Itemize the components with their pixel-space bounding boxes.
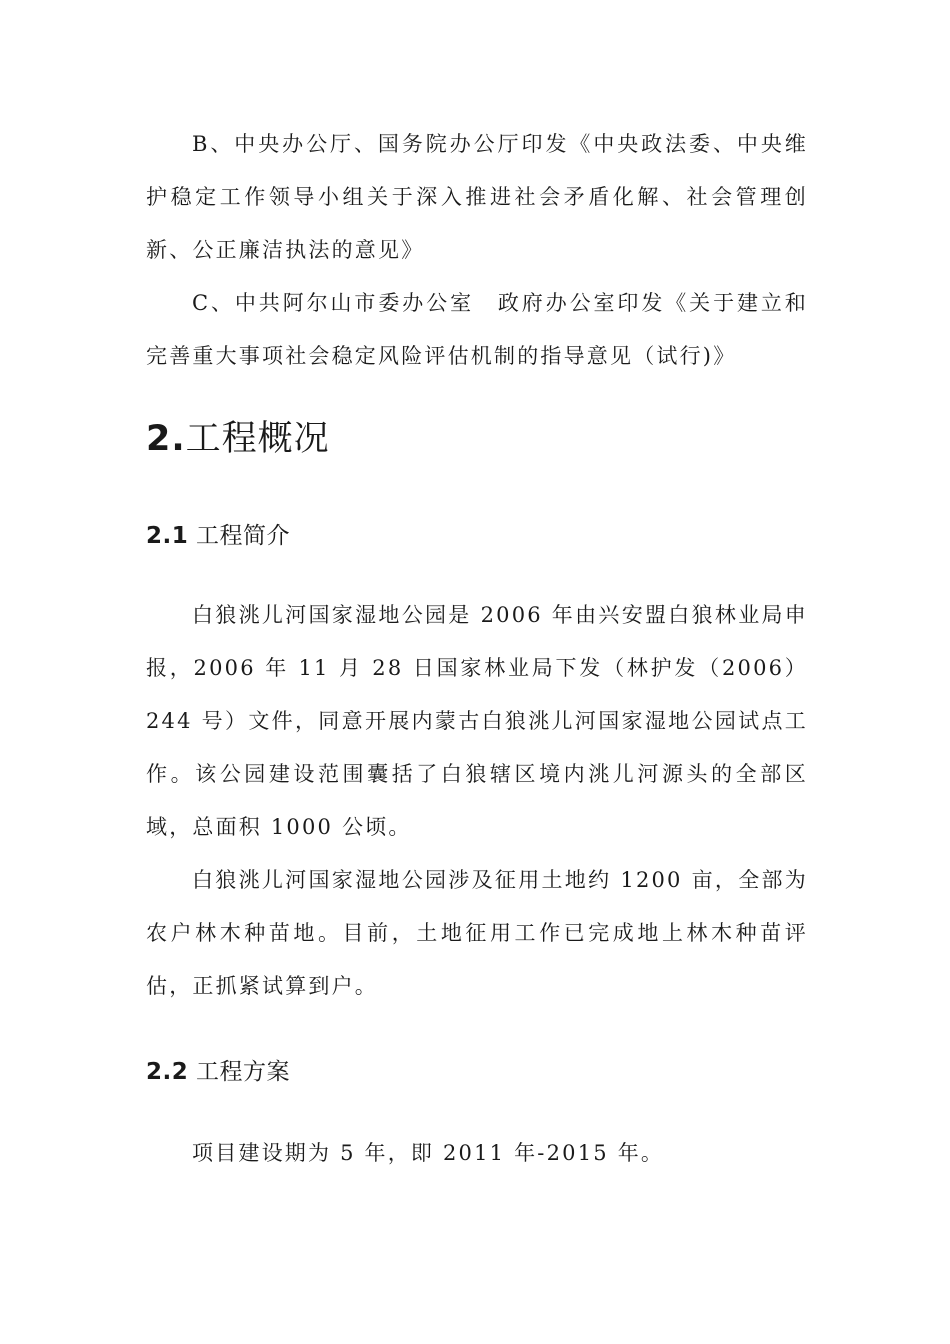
paragraph-item-b: B、中央办公厅、国务院办公厅印发《中央政法委、中央维护稳定工作领导小组关于深入推进社会矛盾化解、社会管理创新、公正廉洁执法的意见》 [146,132,808,262]
section-heading-engineering-overview [146,419,808,459]
subsection-title: 工程方案 [188,1059,291,1085]
subsection-number: 2.2 [146,1059,189,1085]
paragraph-item-c: C、中共阿尔山市委办公室 政府办公室印发《关于建立和完善重大事项社会稳定风险评估机制的指导意见（试行)》 [146,291,808,368]
paragraph-intro-2: 白狼洮儿河国家湿地公园涉及征用土地约 1200 亩，全部为农户林木种苗地。目前，土地征用工作已完成地上林木种苗评估，正抓紧试算到户。 [146,868,808,998]
subsection-heading-project-plan [146,1057,808,1087]
paragraph-plan-1: 项目建设期为 5 年，即 2011 年-2015 年。 [192,1141,665,1165]
section-number: 2. [146,419,186,459]
document-body [146,118,808,1180]
subsection-title: 工程简介 [188,523,291,549]
subsection-heading-project-intro [146,521,808,551]
section-title: 工程概况 [185,419,330,459]
subsection-number: 2.1 [146,523,189,549]
paragraph-intro-1: 白狼洮儿河国家湿地公园是 2006 年由兴安盟白狼林业局申报，2006 年 11 月 28 日国家林业局下发（林护发（2006）244 号）文件，同意开展内蒙古白狼洮儿河国家湿地公园试点工作。该公园建设范围囊括了白狼辖区境内洮儿河源头的全部区域，总面积 1000 公顷。 [146,603,808,839]
